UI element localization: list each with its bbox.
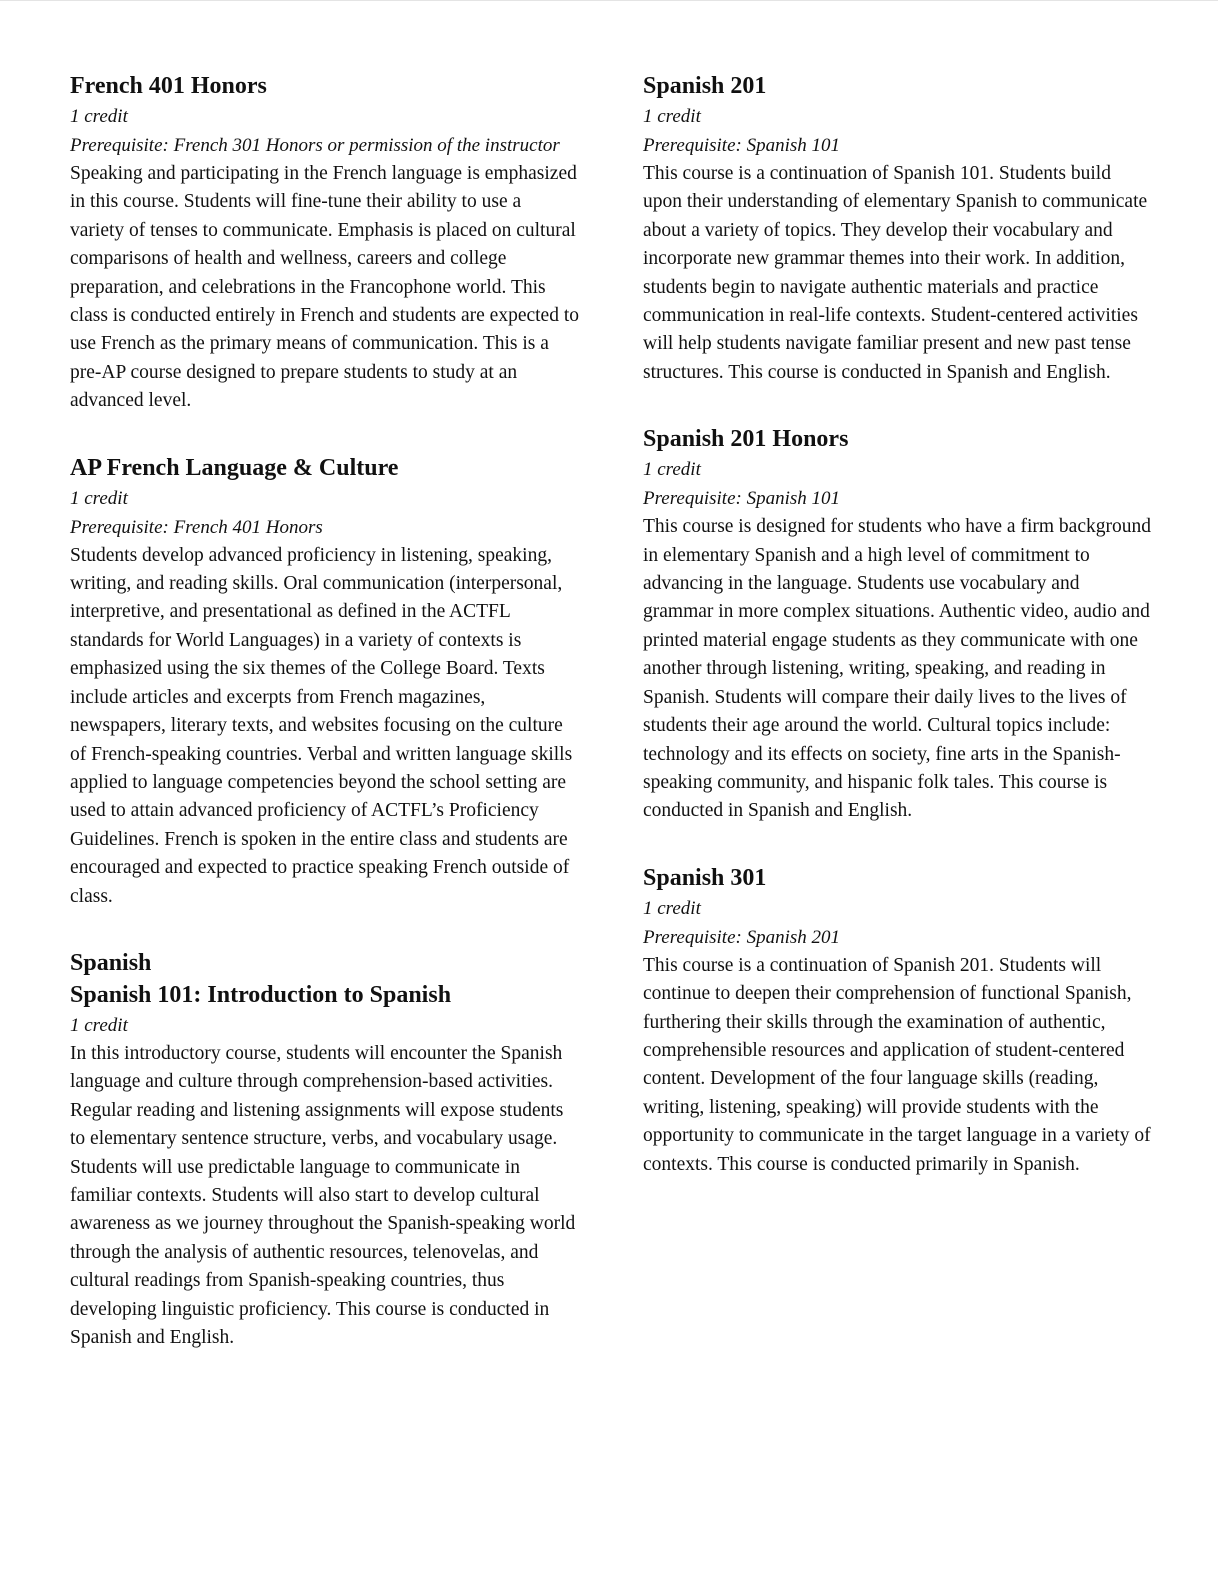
course-spanish-301 (643, 862, 1153, 1179)
course-spanish-201 (643, 70, 1153, 387)
course-description: In this introductory course, students will encounter the Spanish language and culture through comprehension-based activities. Regular reading and listening assignments will expose students to elementary sentence structure, verbs, and vocabulary usage. Students will use predictable language to communicate in familiar contexts. Students will also start to develop cultural awareness as we journey throughout the Spanish-speaking world through the analysis of authentic resources, telenovelas, and cultural readings from Spanish-speaking countries, thus developing linguistic proficiency. This course is conducted in Spanish and English. (70, 1042, 576, 1348)
course-prerequisite: Prerequisite: Spanish 101 (643, 135, 841, 156)
course-credit: 1 credit (70, 1014, 128, 1036)
course-spanish-101 (70, 947, 580, 1352)
left-column (70, 70, 580, 1388)
course-title: French 401 Honors (70, 73, 267, 99)
course-description: Students develop advanced proficiency in listening, speaking, writing, and reading skills. Oral communication (interpersonal, interpretive, and presentational as defined in the ACTFL standards for World Languages) in a variety of contexts is emphasized using the six themes of the College Board. Texts include articles and excerpts from French magazines, newspapers, literary texts, and websites focusing on the culture of French-speaking countries. Verbal and written language skills applied to language competencies beyond the school setting are used to attain advanced proficiency of ACTFL’s Proficiency Guidelines. French is spoken in the entire class and students are encouraged and expected to practice speaking French outside of class. (70, 544, 573, 907)
course-title: Spanish 201 (643, 73, 767, 99)
course-prerequisite: Prerequisite: French 301 Honors or permission of the instructor (70, 135, 560, 156)
right-column (643, 70, 1153, 1215)
course-prerequisite: Prerequisite: French 401 Honors (70, 516, 323, 538)
course-title: Spanish 101: Introduction to Spanish (70, 981, 452, 1008)
course-title: Spanish 301 (643, 864, 767, 891)
course-spanish-201-honors (643, 423, 1153, 825)
course-credit: 1 credit (70, 487, 128, 509)
page-top-border (0, 0, 1218, 1)
course-description: This course is designed for students who have a firm background in elementary Spanish and a high level of commitment to advancing in the language. Students use vocabulary and grammar in more complex situations. Authentic video, audio and printed material engage students as they communicate with one another through listening, writing, speaking, and reading in Spanish. Students will compare their daily lives to the lives of students their age around the world. Cultural topics include: technology and its effects on society, fine arts in the Spanish-speaking community, and hispanic folk tales. This course is conducted in Spanish and English. (643, 516, 1151, 822)
course-credit: 1 credit (643, 459, 701, 481)
course-credit: 1 credit (643, 897, 701, 919)
section-heading-spanish: Spanish (70, 949, 152, 976)
course-credit: 1 credit (643, 106, 701, 127)
course-ap-french-language-culture (70, 452, 580, 911)
course-french-401-honors (70, 70, 580, 416)
course-description: Speaking and participating in the French language is emphasized in this course. Students will fine-tune their ability to use a variety of tenses to communicate. Emphasis is placed on cultural comparisons of health and wellness, careers and college preparation, and celebrations in the Francophone world. This class is conducted entirely in French and students are expected to use French as the primary means of communication. This is a pre-AP course designed to prepare students to study at an advanced level. (70, 163, 579, 412)
course-prerequisite: Prerequisite: Spanish 201 (643, 926, 841, 948)
course-description: This course is a continuation of Spanish 101. Students build upon their understanding of elementary Spanish to communicate about a variety of topics. They develop their vocabulary and incorporate new grammar themes into their work. In addition, students begin to navigate authentic materials and practice communication in real-life contexts. Student-centered activities will help students navigate familiar present and new past tense structures. This course is conducted in Spanish and English. (643, 163, 1148, 383)
course-title: Spanish 201 Honors (643, 426, 849, 453)
course-prerequisite: Prerequisite: Spanish 101 (643, 488, 841, 510)
course-credit: 1 credit (70, 106, 128, 127)
course-description: This course is a continuation of Spanish 201. Students will continue to deepen their comprehension of functional Spanish, furthering their skills through the examination of authentic, comprehensible resources and application of student-centered content. Development of the four language skills (reading, writing, listening, speaking) will provide students with the opportunity to communicate in the target language in a variety of contexts. This course is conducted primarily in Spanish. (643, 954, 1151, 1175)
course-title: AP French Language & Culture (70, 454, 399, 481)
